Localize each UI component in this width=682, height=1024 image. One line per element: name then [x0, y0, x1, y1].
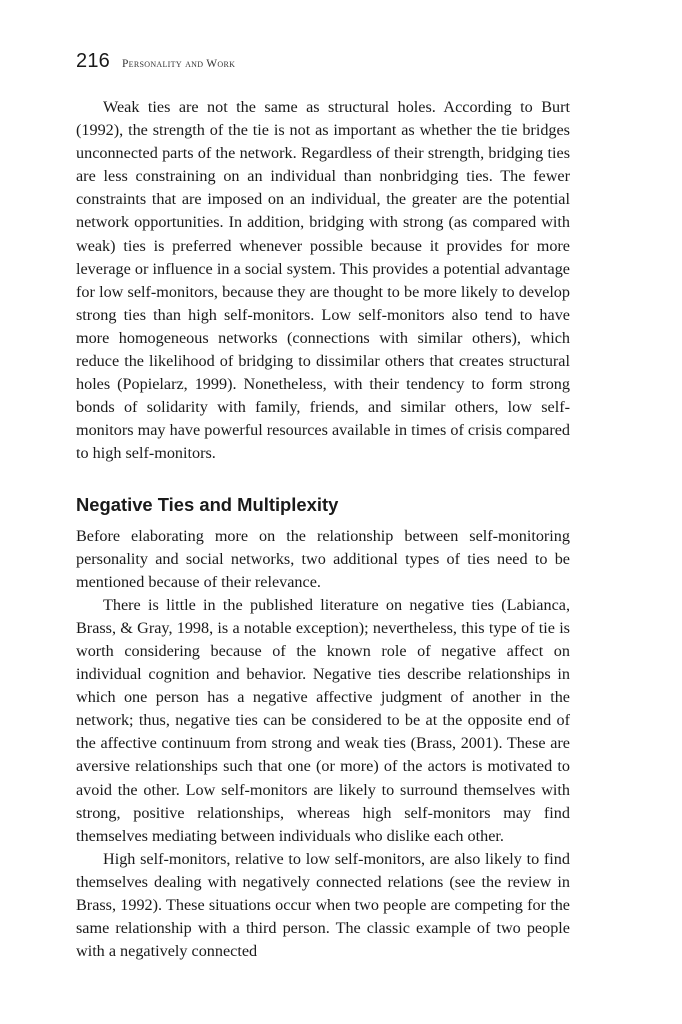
section-heading: Negative Ties and Multiplexity	[76, 493, 339, 515]
body-paragraph: Weak ties are not the same as structural holes. According to Burt (1992), the strength of the tie is not as important as whether the tie bridges unconnected parts of the network. Regardless of their strength, bridging ties are less constraining on an individual than nonbridging ties. The fewer constraints that are imposed on an individual, the greater are the potential network opportunities. In addition, bridging with strong (as compared with weak) ties is preferred whenever possible because it provides for more leverage or influence in a social system. This provides a potential advantage for low self-monitors, because they are thought to be more likely to develop strong ties than high self-monitors. Low self-monitors also tend to have more homogeneous networks (connections with similar others), which reduce the likelihood of bridging to dissimilar others that creates structural holes (Popielarz, 1999). Nonetheless, with their tendency to form strong bonds of solidarity with family, friends, and similar others, low self-monitors may have powerful resources available in times of crisis compared to high self-monitors.	[76, 98, 570, 463]
body-paragraph: There is little in the published literature on negative ties (Labianca, Brass, & Gray, 1998, is a notable exception); nevertheless, this type of tie is worth considering because of the known role of negative affect on individual cognition and behavior. Negative ties describe relationships in which one person has a negative affective judgment of another in the network; thus, negative ties can be considered to be at the opposite end of the affective continuum from strong and weak ties (Brass, 2001). These are aversive relationships such that one (or more) of the actors is motivated to avoid the other. Low self-monitors are likely to surround themselves with strong, positive relationships, whereas high self-monitors may find themselves mediating between individuals who dislike each other.	[76, 595, 570, 845]
page-number: 216	[76, 50, 110, 72]
body-paragraph: High self-monitors, relative to low self-monitors, are also likely to find themselves dealing with negatively connected relations (see the review in Brass, 1992). These situations occur when two people are competing for the same relationship with a third person. The classic example of two people with a negatively connected	[76, 849, 570, 961]
body-paragraph: Before elaborating more on the relationship between self-monitoring personality and social networks, two additional types of ties need to be mentioned because of their relevance.	[76, 526, 570, 591]
book-page	[76, 50, 570, 963]
running-head	[76, 50, 570, 80]
running-title: Personality and Work	[121, 58, 236, 70]
